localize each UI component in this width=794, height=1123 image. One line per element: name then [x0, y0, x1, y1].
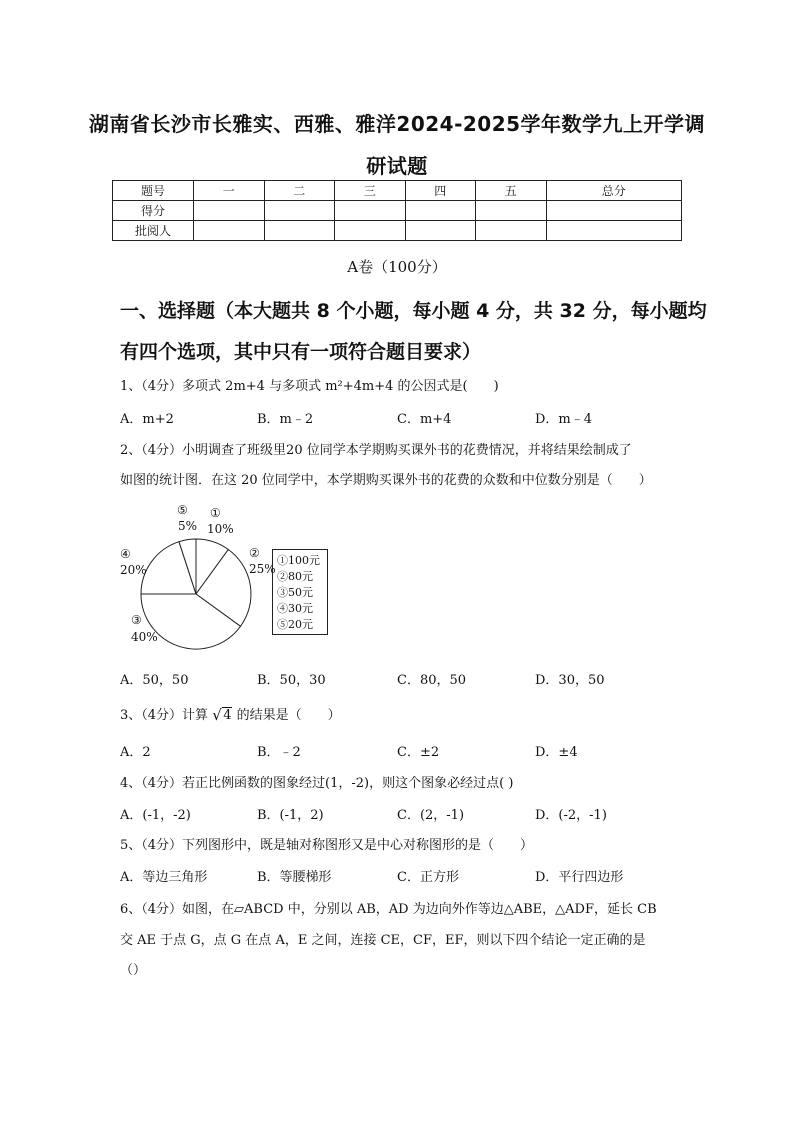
score-table-cell: 总分 [546, 181, 682, 201]
pie-slice-4-percent: 20% [120, 563, 147, 577]
q1-option-b: B．m﹣2 [257, 412, 314, 427]
legend-item: ③50元 [277, 586, 313, 599]
score-table-cell: 一 [194, 181, 265, 201]
question-6-line3: （） [120, 963, 147, 978]
q1-option-c: C．m+4 [397, 412, 452, 427]
score-table-cell: 五 [476, 181, 547, 201]
pie-slice-2-percent: 25% [249, 562, 276, 576]
q4-option-d: D．(-2，-1) [535, 808, 607, 823]
q3-prefix: 3、（4分）计算 [120, 708, 209, 723]
section-title-line2: 有四个选项，其中只有一项符合题目要求） [120, 341, 482, 363]
question-5-stem: 5、（4分）下列图形中，既是轴对称图形又是中心对称图形的是（ ） [120, 838, 534, 853]
question-6-line1: 6、（4分）如图，在▱ABCD 中，分别以 AB，AD 为边向外作等边△ABE，△ADF，延长 CB [120, 902, 657, 917]
pie-slice-3-percent: 40% [131, 630, 158, 644]
q5-option-c: C．正方形 [397, 870, 459, 885]
q3-option-d: D．±4 [535, 745, 578, 760]
question-2-line1: 2、（4分）小明调查了班级里20 位同学本学期购买课外书的花费情况，并将结果绘制成了 [120, 443, 632, 458]
score-table-cell: 题号 [113, 181, 194, 201]
q2-option-c: C．80，50 [397, 673, 467, 688]
q3-suffix: 的结果是（ ） [236, 708, 341, 723]
section-title-line1: 一、选择题（本大题共 8 个小题，每小题 4 分，共 32 分，每小题均 [120, 300, 707, 322]
legend-item: ②80元 [277, 570, 313, 583]
q3-option-c: C．±2 [397, 745, 440, 760]
volume-title: A卷（100分） [347, 258, 447, 276]
pie-slice-1-percent: 10% [207, 522, 234, 536]
document-title-line1: 湖南省长沙市长雅实、西雅、雅洋2024-2025学年数学九上开学调 [88, 112, 706, 136]
question-6-line2: 交 AE 于点 G，点 G 在点 A，E 之间，连接 CE，CF，EF，则以下四个结论一定正确的是 [120, 933, 646, 948]
question-4-stem: 4、（4分）若正比例函数的图象经过(1，-2)，则这个图象必经过点( ) [120, 776, 514, 791]
pie-legend [272, 549, 328, 635]
radical-sign-icon: √ [212, 706, 222, 724]
pie-slice-3-number: ③ [131, 613, 142, 627]
legend-item: ⑤20元 [277, 618, 313, 631]
score-table-cell: 三 [335, 181, 406, 201]
pie-slice-2-number: ② [249, 546, 260, 560]
q3-radicand: 4 [223, 708, 232, 723]
q4-option-b: B．(-1，2) [257, 808, 324, 823]
score-table-cell: 批阅人 [113, 221, 194, 241]
q5-option-d: D．平行四边形 [535, 870, 624, 885]
q2-option-d: D．30，50 [535, 673, 605, 688]
legend-item: ④30元 [277, 602, 313, 615]
q3-option-a: A．2 [120, 745, 151, 760]
question-1-stem: 1、（4分）多项式 2m+4 与多项式 m²+4m+4 的公因式是( ) [120, 379, 499, 394]
question-2-line2: 如图的统计图．在这 20 位同学中，本学期购买课外书的花费的众数和中位数分别是（ ） [120, 473, 652, 488]
pie-slice-5-percent: 5% [178, 519, 198, 533]
q5-option-b: B．等腰梯形 [257, 870, 332, 885]
square-root-expression [212, 708, 232, 723]
pie-slice-4-number: ④ [120, 547, 131, 561]
score-table-cell: 二 [264, 181, 335, 201]
q1-option-a: A．m+2 [120, 412, 174, 427]
q3-option-b: B．﹣2 [257, 745, 301, 760]
score-table-cell: 得分 [113, 201, 194, 221]
q4-option-a: A．(-1，-2) [120, 808, 191, 823]
score-table-cell: 四 [405, 181, 476, 201]
q5-option-a: A．等边三角形 [120, 870, 208, 885]
q2-option-b: B．50，30 [257, 673, 326, 688]
document-title-line2: 研试题 [366, 154, 428, 178]
q4-option-c: C．(2，-1) [397, 808, 465, 823]
q2-option-a: A．50，50 [120, 673, 189, 688]
q1-option-d: D．m﹣4 [535, 412, 593, 427]
pie-slice-5-number: ⑤ [177, 503, 188, 517]
question-3-stem [120, 704, 341, 723]
legend-item: ①100元 [277, 554, 320, 567]
pie-slice-1-number: ① [210, 506, 221, 520]
